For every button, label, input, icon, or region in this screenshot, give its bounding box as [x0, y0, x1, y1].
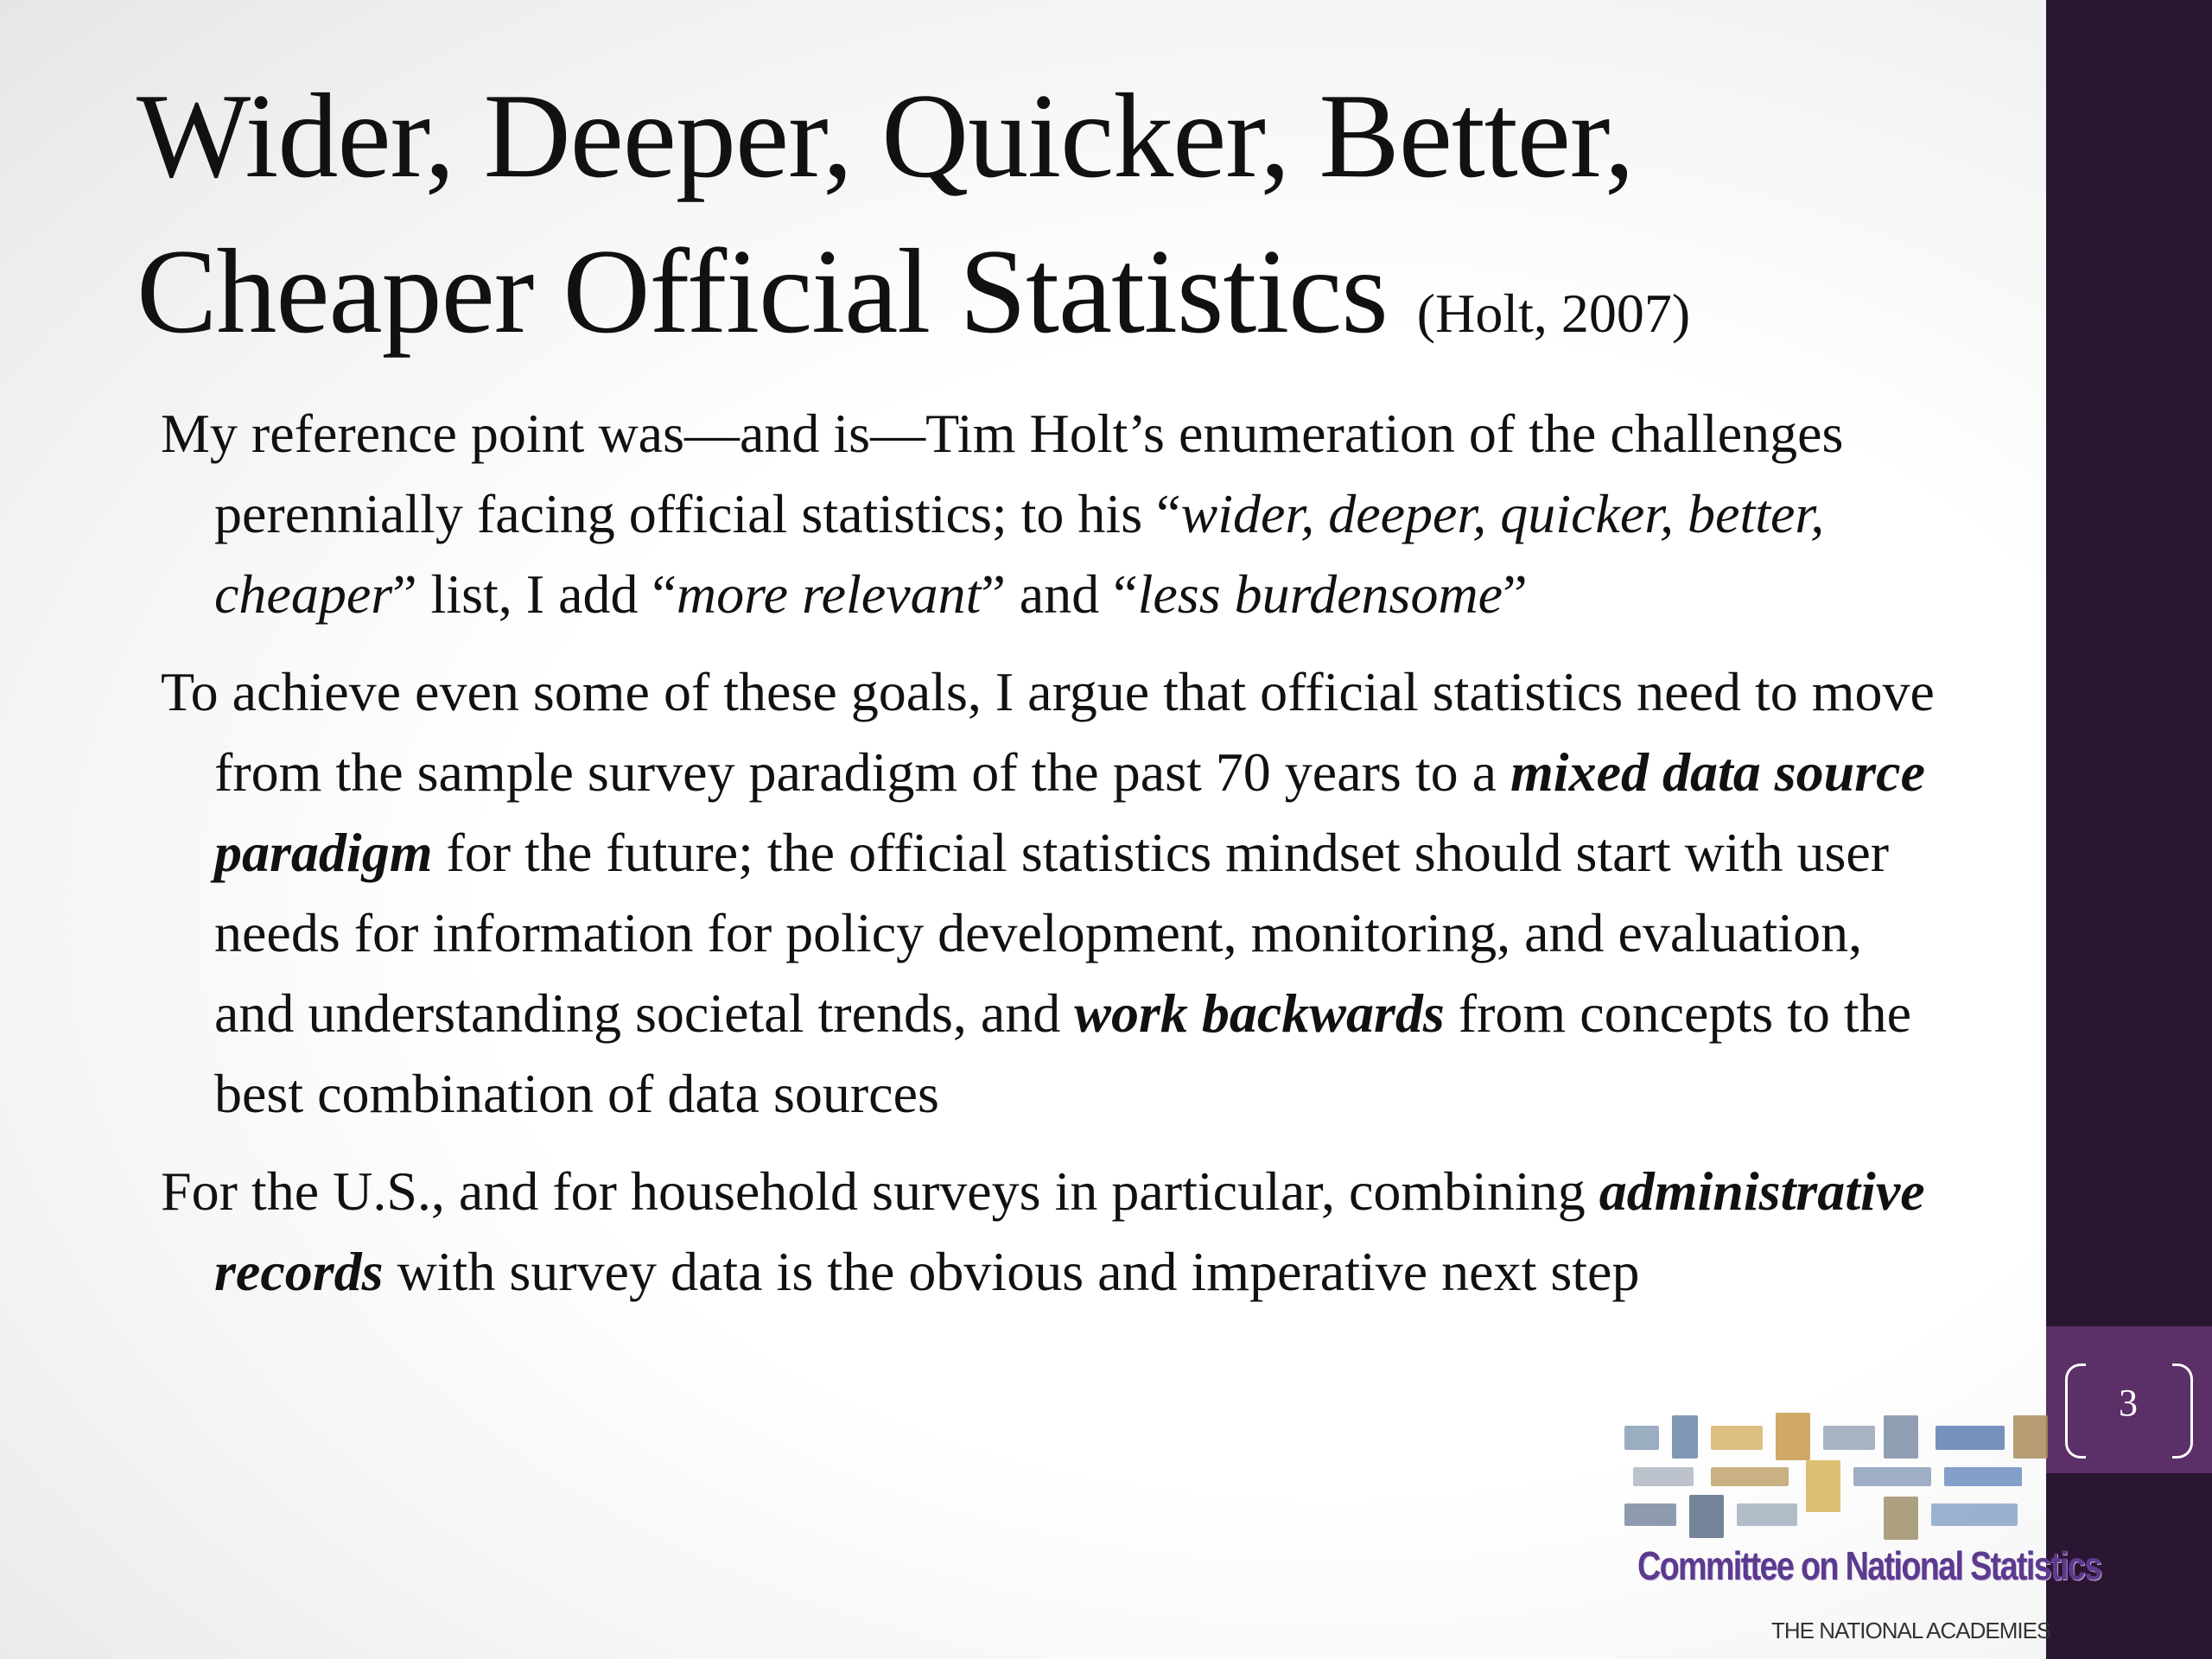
paragraph-2	[161, 652, 1949, 1134]
p3-emphasis-records: administrative records	[214, 1160, 1925, 1302]
p1-italic-relevant: more relevant	[676, 563, 982, 625]
paragraph-1	[161, 393, 1949, 634]
p1-text-c: ” and “	[981, 563, 1138, 625]
p1-text-b: ” list, I add “	[392, 563, 677, 625]
p2-text-c: from concepts to the best combination of data sources	[214, 982, 1912, 1124]
title-line-2: Cheaper Official Statistics	[137, 225, 1417, 359]
p2-emphasis-paradigm: mixed data source paradigm	[214, 741, 1925, 883]
p3-text-b: with survey data is the obvious and imperative next step	[383, 1241, 1640, 1302]
p2-text-b: for the future; the official statistics mindset should start with user needs for information for policy development, monitoring, and evaluation, and understanding societal trends, and	[214, 822, 1890, 1044]
p1-text-a: My reference point was—and is—Tim Holt’s enumeration of the challenges perennially facing official statistics; to his “	[161, 403, 1844, 544]
p2-text-a: To achieve even some of these goals, I argue that official statistics need to move from the sample survey paradigm of the past 70 years to a	[161, 661, 1935, 803]
p1-text-d: ”	[1503, 563, 1528, 625]
page-number: 3	[2119, 1381, 2138, 1424]
p2-emphasis-backwards: work backwards	[1074, 982, 1445, 1044]
title-citation: (Holt, 2007)	[1416, 283, 1691, 344]
title-line-1: Wider, Deeper, Quicker, Better,	[137, 69, 1634, 203]
p3-text-a: For the U.S., and for household surveys in particular, combining	[161, 1160, 1599, 1222]
logo-subtitle: THE NATIONAL ACADEMIES	[1771, 1618, 2051, 1643]
p1-italic-burdensome: less burdensome	[1137, 563, 1503, 625]
cnstat-logo	[1624, 1400, 2177, 1659]
slide-title	[137, 59, 1994, 391]
p1-italic-list: wider, deeper, quicker, better, cheaper	[214, 483, 1825, 625]
logo-title: Committee on National Statistics	[1637, 1543, 2101, 1588]
paragraph-3	[161, 1151, 1949, 1312]
slide-body	[161, 393, 1949, 1329]
